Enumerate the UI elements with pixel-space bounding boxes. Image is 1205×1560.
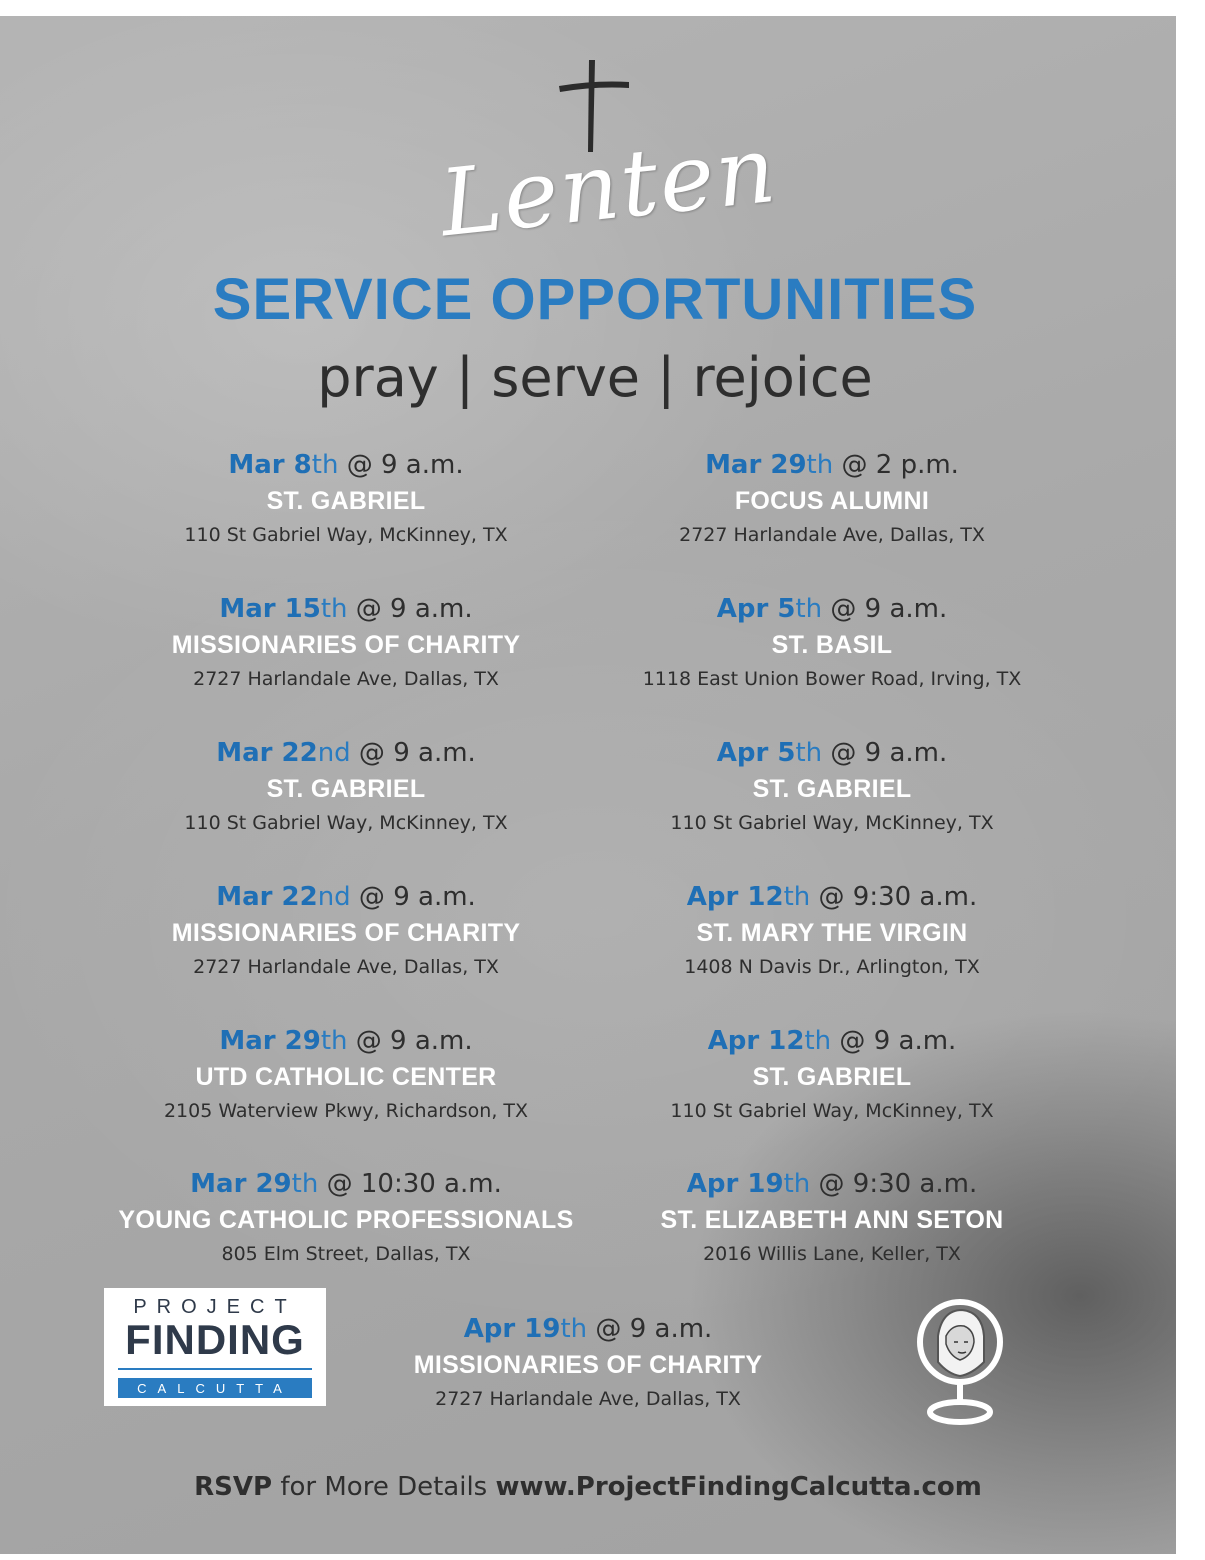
event-location-name: ST. GABRIEL (266, 487, 426, 515)
event-location-name: MISSIONARIES OF CHARITY (413, 1351, 763, 1379)
event-item (66, 592, 626, 694)
event-date-suffix: th (795, 594, 823, 624)
lenten-script-title: Lenten (435, 115, 783, 258)
event-location-name: MISSIONARIES OF CHARITY (171, 631, 521, 659)
logo-top-text: PROJECT (133, 1296, 297, 1318)
map-pin-portrait-icon (912, 1296, 1008, 1436)
event-address: 2727 Harlandale Ave, Dallas, TX (679, 524, 985, 546)
event-date: Apr 19 (463, 1314, 561, 1344)
event-item (66, 736, 626, 838)
event-date-suffix: th (560, 1314, 588, 1344)
event-date: Mar 15 (219, 594, 321, 624)
event-time: @ 9 a.m. (822, 594, 948, 624)
event-date-suffix: nd (317, 738, 351, 768)
tagline: pray | serve | rejoice (317, 346, 873, 409)
event-item (552, 1167, 1112, 1269)
event-item-center (308, 1312, 868, 1414)
logo-middle-text: FINDING (125, 1316, 305, 1363)
event-address: 2727 Harlandale Ave, Dallas, TX (435, 1388, 741, 1410)
event-date-suffix: th (783, 882, 811, 912)
event-location-name: UTD CATHOLIC CENTER (195, 1063, 497, 1091)
logo-stripes (118, 1368, 312, 1380)
event-time: @ 9 a.m. (347, 1026, 473, 1056)
event-date-suffix: th (795, 738, 823, 768)
event-time: @ 10:30 a.m. (318, 1169, 502, 1199)
event-date-suffix: nd (317, 882, 351, 912)
event-location-name: ST. GABRIEL (752, 1063, 912, 1091)
event-address: 110 St Gabriel Way, McKinney, TX (184, 812, 508, 834)
event-date-suffix: th (320, 594, 348, 624)
event-date: Apr 12 (686, 882, 784, 912)
event-time: @ 9 a.m. (587, 1314, 713, 1344)
event-date-suffix: th (804, 1026, 832, 1056)
event-time: @ 9 a.m. (822, 738, 948, 768)
event-time: @ 9 a.m. (338, 450, 464, 480)
event-item (66, 1167, 626, 1269)
website-link[interactable]: www.ProjectFindingCalcutta.com (495, 1472, 982, 1502)
event-address: 110 St Gabriel Way, McKinney, TX (670, 1100, 994, 1122)
headline: SERVICE OPPORTUNITIES (212, 267, 978, 332)
event-date: Mar 22 (216, 882, 318, 912)
event-date-suffix: th (320, 1026, 348, 1056)
event-item (66, 448, 626, 550)
event-date: Apr 5 (716, 594, 796, 624)
event-item (552, 592, 1112, 694)
event-address: 805 Elm Street, Dallas, TX (221, 1243, 471, 1265)
rsvp-footer (0, 1472, 1176, 1502)
rsvp-middle-text: for More Details (272, 1472, 496, 1502)
event-item (552, 1024, 1112, 1126)
event-date: Mar 29 (190, 1169, 292, 1199)
event-item (552, 736, 1112, 838)
event-date-suffix: th (311, 450, 339, 480)
event-location-name: ST. GABRIEL (266, 775, 426, 803)
flyer (0, 16, 1176, 1554)
event-time: @ 9:30 a.m. (810, 882, 978, 912)
logo-bottom-text: CALCUTTA (118, 1380, 312, 1398)
event-location-name: FOCUS ALUMNI (734, 487, 930, 515)
event-date: Mar 22 (216, 738, 318, 768)
event-time: @ 9 a.m. (347, 594, 473, 624)
event-address: 1408 N Davis Dr., Arlington, TX (684, 956, 980, 978)
event-date: Apr 12 (707, 1026, 805, 1056)
event-item (66, 1024, 626, 1126)
event-date-suffix: th (806, 450, 834, 480)
event-address: 1118 East Union Bower Road, Irving, TX (642, 668, 1022, 690)
event-date: Mar 8 (228, 450, 312, 480)
event-date-suffix: th (291, 1169, 319, 1199)
event-time: @ 2 p.m. (833, 450, 959, 480)
event-address: 2727 Harlandale Ave, Dallas, TX (193, 668, 499, 690)
event-date-suffix: th (783, 1169, 811, 1199)
event-time: @ 9:30 a.m. (810, 1169, 978, 1199)
event-address: 110 St Gabriel Way, McKinney, TX (184, 524, 508, 546)
event-date: Mar 29 (219, 1026, 321, 1056)
event-date: Apr 19 (686, 1169, 784, 1199)
event-item (552, 880, 1112, 982)
event-time: @ 9 a.m. (350, 882, 476, 912)
event-location-name: ST. ELIZABETH ANN SETON (660, 1206, 1004, 1234)
event-address: 110 St Gabriel Way, McKinney, TX (670, 812, 994, 834)
event-date: Apr 5 (716, 738, 796, 768)
event-address: 2727 Harlandale Ave, Dallas, TX (193, 956, 499, 978)
event-address: 2105 Waterview Pkwy, Richardson, TX (163, 1100, 529, 1122)
event-item (66, 880, 626, 982)
event-location-name: MISSIONARIES OF CHARITY (171, 919, 521, 947)
event-location-name: ST. MARY THE VIRGIN (696, 919, 968, 947)
event-location-name: ST. GABRIEL (752, 775, 912, 803)
event-address: 2016 Willis Lane, Keller, TX (703, 1243, 961, 1265)
event-time: @ 9 a.m. (350, 738, 476, 768)
event-time: @ 9 a.m. (831, 1026, 957, 1056)
event-item (552, 448, 1112, 550)
event-location-name: ST. BASIL (771, 631, 893, 659)
project-finding-calcutta-logo (104, 1288, 326, 1406)
rsvp-label: RSVP (194, 1472, 273, 1502)
event-location-name: YOUNG CATHOLIC PROFESSIONALS (118, 1206, 574, 1234)
event-date: Mar 29 (705, 450, 807, 480)
